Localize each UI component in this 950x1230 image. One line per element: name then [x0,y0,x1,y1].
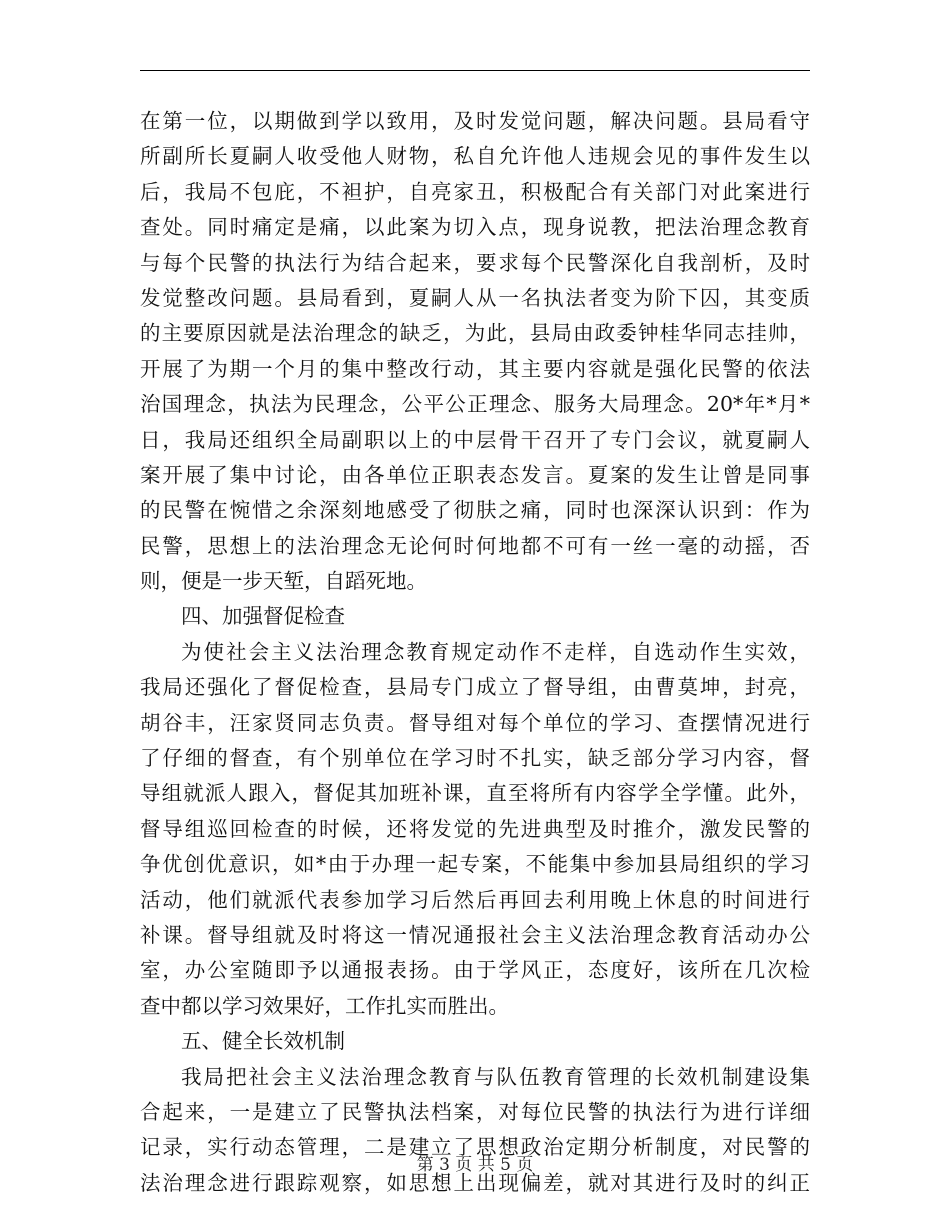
body-line: 补课。督导组就及时将这一情况通报社会主义法治理念教育活动办公 [140,922,810,947]
body-line: 争优创优意识，如*由于办理一起专案，不能集中参加县局组织的学习 [140,852,810,877]
body-line: 的民警在惋惜之余深刻地感受了彻肤之痛，同时也深深认识到：作为 [140,498,810,523]
body-line: 开展了为期一个月的集中整改行动，其主要内容就是强化民警的依法 [140,356,810,381]
body-line: 发觉整改问题。县局看到，夏嗣人从一名执法者变为阶下囚，其变质 [140,285,810,310]
paragraph-first-line: 为使社会主义法治理念教育规定动作不走样，自选动作生实效， [181,639,810,664]
body-line: 查中都以学习效果好，工作扎实而胜出。 [140,993,509,1018]
body-line: 案开展了集中讨论，由各单位正职表态发言。夏案的发生让曾是同事 [140,462,810,487]
paragraph-first-line: 我局把社会主义法治理念教育与队伍教育管理的长效机制建设集 [181,1064,810,1089]
body-line: 治国理念，执法为民理念，公平公正理念、服务大局理念。20*年*月* [140,392,810,417]
body-line: 与每个民警的执法行为结合起来，要求每个民警深化自我剖析，及时 [140,250,810,275]
body-line: 合起来，一是建立了民警执法档案，对每位民警的执法行为进行详细 [140,1099,810,1124]
body-line: 的主要原因就是法治理念的缺乏，为此，县局由政委钟桂华同志挂帅， [140,321,810,346]
body-line: 导组就派人跟入，督促其加班补课，直至将所有内容学全学懂。此外， [140,781,810,806]
document-body [140,104,810,1201]
body-line: 胡谷丰，汪家贤同志负责。督导组对每个单位的学习、查摆情况进行 [140,710,810,735]
header-rule [140,70,810,71]
body-line: 查处。同时痛定是痛，以此案为切入点，现身说教，把法治理念教育 [140,215,810,240]
body-line: 了仔细的督查，有个别单位在学习时不扎实，缺乏部分学习内容，督 [140,746,810,771]
body-line: 日，我局还组织全局副职以上的中层骨干召开了专门会议，就夏嗣人 [140,427,810,452]
section-heading: 五、健全长效机制 [181,1029,345,1054]
body-line: 则，便是一步天堑，自蹈死地。 [140,569,427,594]
body-line: 我局还强化了督促检查，县局专门成立了督导组，由曹莫坤，封亮， [140,675,810,700]
page-number: 第 3 页 共 5 页 [416,1155,534,1175]
body-line: 所副所长夏嗣人收受他人财物，私自允许他人违规会见的事件发生以 [140,144,810,169]
section-heading: 四、加强督促检查 [181,604,345,629]
body-line: 室，办公室随即予以通报表扬。由于学风正，态度好，该所在几次检 [140,958,810,983]
body-line: 后，我局不包庇，不袒护，自亮家丑，积极配合有关部门对此案进行 [140,179,810,204]
body-line: 记录，实行动态管理，二是建立了思想政治定期分析制度，对民警的 [140,1135,810,1160]
body-line: 在第一位，以期做到学以致用，及时发觉问题，解决问题。县局看守 [140,109,810,133]
body-line: 督导组巡回检查的时候，还将发觉的先进典型及时推介，激发民警的 [140,816,810,841]
body-line: 活动，他们就派代表参加学习后然后再回去利用晚上休息的时间进行 [140,887,810,912]
body-line: 民警，思想上的法治理念无论何时何地都不可有一丝一毫的动摇，否 [140,533,810,558]
body-line: 法治理念进行跟踪观察，如思想上出现偏差，就对其进行及时的纠正 [140,1170,810,1195]
